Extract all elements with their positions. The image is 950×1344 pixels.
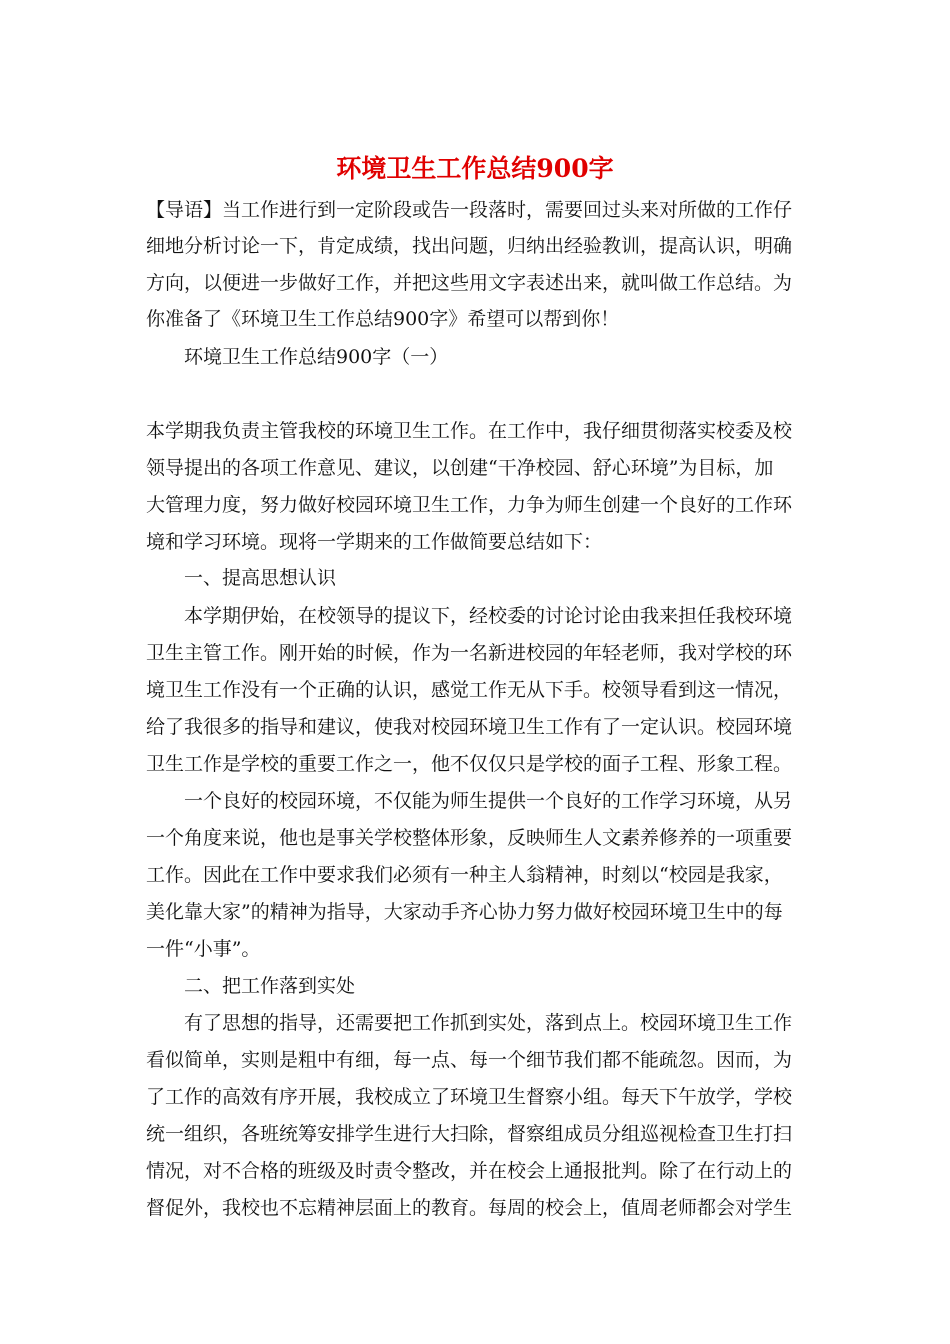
- text-line: 给了我很多的指导和建议，使我对校园环境卫生工作有了一定认识。校园环境: [146, 716, 793, 738]
- text-line: 督促外，我校也不忘精神层面上的教育。每周的校会上，值周老师都会对学生: [146, 1197, 793, 1219]
- text-line: 美化靠大家”的精神为指导，大家动手齐心协力努力做好校园环境卫生中的每: [146, 901, 783, 923]
- text-line: 了工作的高效有序开展，我校成立了环境卫生督察小组。每天下午放学，学校: [146, 1086, 793, 1108]
- text-line: 卫生主管工作。刚开始的时候，作为一名新进校园的年轻老师，我对学校的环: [146, 642, 793, 664]
- text-line: 细地分析讨论一下，肯定成绩，找出问题，归纳出经验教训，提高认识，明确: [146, 235, 793, 257]
- text-line: 领导提出的各项工作意见、建议，以创建“干净校园、舒心环境”为目标，加: [146, 457, 774, 479]
- text-line: 一个良好的校园环境，不仅能为师生提供一个良好的工作学习环境，从另: [146, 790, 793, 812]
- text-line: 工作。因此在工作中要求我们必须有一种主人翁精神，时刻以“校园是我家，: [146, 864, 783, 886]
- text-line: 环境卫生工作总结900字（一）: [146, 346, 449, 368]
- text-line: 本学期我负责主管我校的环境卫生工作。在工作中，我仔细贯彻落实校委及校: [146, 420, 793, 442]
- text-line: 境和学习环境。现将一学期来的工作做简要总结如下：: [146, 531, 603, 553]
- document-title: 环境卫生工作总结900字: [336, 154, 614, 183]
- text-line: 看似简单，实则是粗中有细，每一点、每一个细节我们都不能疏忽。因而，为: [146, 1049, 793, 1071]
- text-line: 卫生工作是学校的重要工作之一，他不仅仅只是学校的面子工程、形象工程。: [146, 753, 793, 775]
- text-line: 有了思想的指导，还需要把工作抓到实处，落到点上。校园环境卫生工作: [146, 1012, 793, 1034]
- text-line: 你准备了《环境卫生工作总结900字》希望可以帮到你！: [146, 308, 620, 330]
- text-line: 大管理力度，努力做好校园环境卫生工作，力争为师生创建一个良好的工作环: [146, 494, 793, 516]
- text-line: 本学期伊始，在校领导的提议下，经校委的讨论讨论由我来担任我校环境: [146, 605, 793, 627]
- text-line: 方向，以便进一步做好工作，并把这些用文字表述出来，就叫做工作总结。为: [146, 272, 793, 294]
- text-line: 【导语】当工作进行到一定阶段或告一段落时，需要回过头来对所做的工作仔: [146, 199, 793, 221]
- text-line: 统一组织，各班统筹安排学生进行大扫除，督察组成员分组巡视检查卫生打扫: [146, 1123, 793, 1145]
- section-heading: 一、提高思想认识: [146, 567, 337, 589]
- text-line: 一个角度来说，他也是事关学校整体形象，反映师生人文素养修养的一项重要: [146, 827, 793, 849]
- section-heading: 二、把工作落到实处: [146, 975, 356, 997]
- text-line: 一件“小事”。: [146, 938, 261, 960]
- text-line: 境卫生工作没有一个正确的认识，感觉工作无从下手。校领导看到这一情况，: [146, 679, 793, 701]
- text-line: 情况，对不合格的班级及时责令整改，并在校会上通报批判。除了在行动上的: [146, 1160, 793, 1182]
